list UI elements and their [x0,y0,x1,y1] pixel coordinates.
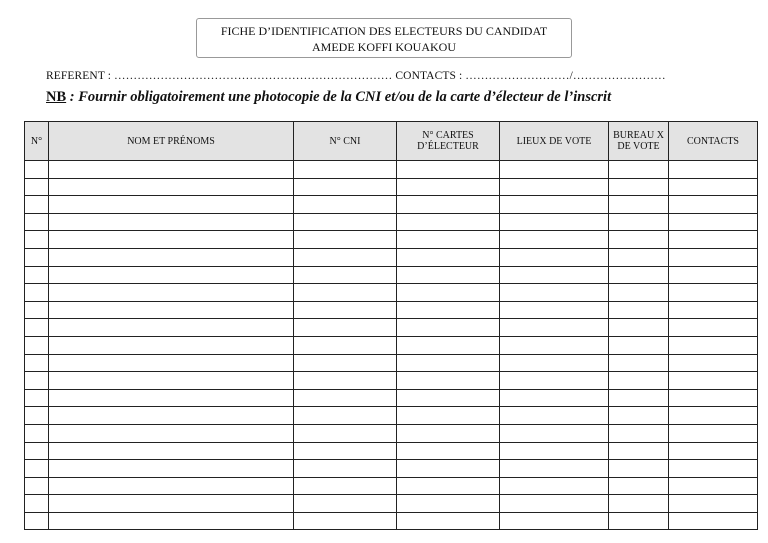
table-cell-col-number[interactable] [25,196,49,214]
table-cell-col-contacts[interactable] [669,477,758,495]
table-cell-col-polling-station[interactable] [609,477,669,495]
table-cell-col-name[interactable] [49,248,294,266]
table-cell-col-cni[interactable] [294,213,397,231]
table-cell-col-cni[interactable] [294,512,397,530]
header-col-name: NOM ET PRÉNOMS [49,122,294,161]
table-cell-col-cni[interactable] [294,178,397,196]
table-cell-col-polling-station[interactable] [609,231,669,249]
table-cell-col-name[interactable] [49,477,294,495]
table-cell-col-contacts[interactable] [669,372,758,390]
table-cell-col-number[interactable] [25,512,49,530]
contacts-fill-dots[interactable]: ………………………/…………………… [465,70,666,82]
table-cell-col-name[interactable] [49,231,294,249]
referent-fill-dots[interactable]: ……………………………………………………………… [114,70,393,82]
table-cell-col-number[interactable] [25,442,49,460]
table-cell-col-polling-station[interactable] [609,512,669,530]
table-cell-col-voter-card[interactable] [397,301,500,319]
table-cell-col-cni[interactable] [294,442,397,460]
table-cell-col-name[interactable] [49,424,294,442]
table-cell-col-number[interactable] [25,460,49,478]
table-cell-col-cni[interactable] [294,477,397,495]
table-row [25,354,758,372]
table-row [25,495,758,513]
table-cell-col-polling-place[interactable] [500,178,609,196]
table-cell-col-contacts[interactable] [669,424,758,442]
table-cell-col-name[interactable] [49,319,294,337]
table-cell-col-voter-card[interactable] [397,354,500,372]
table-cell-col-contacts[interactable] [669,161,758,179]
table-cell-col-polling-place[interactable] [500,442,609,460]
table-cell-col-cni[interactable] [294,407,397,425]
header-col-polling-place: LIEUX DE VOTE [500,122,609,161]
table-cell-col-polling-station[interactable] [609,161,669,179]
table-cell-col-voter-card[interactable] [397,213,500,231]
table-cell-col-polling-place[interactable] [500,213,609,231]
table-row [25,248,758,266]
table-row [25,389,758,407]
referent-label: REFERENT : [46,70,112,82]
table-cell-col-cni[interactable] [294,424,397,442]
table-row [25,231,758,249]
table-cell-col-number[interactable] [25,284,49,302]
table-cell-col-contacts[interactable] [669,442,758,460]
table-cell-col-polling-place[interactable] [500,336,609,354]
table-cell-col-polling-station[interactable] [609,266,669,284]
table-cell-col-name[interactable] [49,301,294,319]
table-cell-col-voter-card[interactable] [397,424,500,442]
table-cell-col-polling-station[interactable] [609,442,669,460]
table-cell-col-name[interactable] [49,372,294,390]
table-cell-col-cni[interactable] [294,248,397,266]
table-cell-col-polling-station[interactable] [609,196,669,214]
table-cell-col-polling-station[interactable] [609,389,669,407]
table-cell-col-name[interactable] [49,284,294,302]
table-cell-col-contacts[interactable] [669,301,758,319]
table-cell-col-voter-card[interactable] [397,495,500,513]
table-cell-col-number[interactable] [25,231,49,249]
table-cell-col-polling-station[interactable] [609,178,669,196]
table-cell-col-cni[interactable] [294,389,397,407]
table-row [25,372,758,390]
table-cell-col-name[interactable] [49,460,294,478]
table-cell-col-voter-card[interactable] [397,407,500,425]
table-cell-col-number[interactable] [25,161,49,179]
elector-table [24,121,758,530]
table-cell-col-voter-card[interactable] [397,442,500,460]
form-title-box [196,18,572,58]
table-cell-col-cni[interactable] [294,460,397,478]
table-cell-col-number[interactable] [25,178,49,196]
header-col-voter-card: N° CARTES D’ÉLECTEUR [397,122,500,161]
table-cell-col-voter-card[interactable] [397,231,500,249]
table-cell-col-voter-card[interactable] [397,161,500,179]
table-row [25,196,758,214]
table-row [25,442,758,460]
table-cell-col-contacts[interactable] [669,460,758,478]
table-cell-col-contacts[interactable] [669,354,758,372]
table-cell-col-cni[interactable] [294,319,397,337]
table-cell-col-number[interactable] [25,354,49,372]
table-cell-col-name[interactable] [49,354,294,372]
table-cell-col-polling-place[interactable] [500,301,609,319]
table-cell-col-number[interactable] [25,495,49,513]
table-cell-col-contacts[interactable] [669,231,758,249]
table-cell-col-contacts[interactable] [669,178,758,196]
table-cell-col-polling-place[interactable] [500,266,609,284]
table-cell-col-name[interactable] [49,495,294,513]
header-col-number: N° [25,122,49,161]
table-cell-col-cni[interactable] [294,284,397,302]
table-cell-col-name[interactable] [49,407,294,425]
table-cell-col-contacts[interactable] [669,389,758,407]
table-cell-col-polling-place[interactable] [500,512,609,530]
table-cell-col-polling-place[interactable] [500,389,609,407]
table-cell-col-voter-card[interactable] [397,284,500,302]
table-cell-col-voter-card[interactable] [397,336,500,354]
table-cell-col-number[interactable] [25,248,49,266]
table-cell-col-voter-card[interactable] [397,319,500,337]
table-cell-col-polling-station[interactable] [609,301,669,319]
table-cell-col-contacts[interactable] [669,319,758,337]
table-cell-col-number[interactable] [25,319,49,337]
table-cell-col-contacts[interactable] [669,248,758,266]
header-col-polling-station: BUREAU X DE VOTE [609,122,669,161]
referent-line [46,70,736,82]
table-cell-col-voter-card[interactable] [397,248,500,266]
table-cell-col-polling-place[interactable] [500,284,609,302]
contacts-label: CONTACTS : [395,70,463,82]
table-cell-col-polling-station[interactable] [609,248,669,266]
table-cell-col-name[interactable] [49,512,294,530]
table-cell-col-polling-station[interactable] [609,495,669,513]
table-cell-col-polling-place[interactable] [500,424,609,442]
table-cell-col-voter-card[interactable] [397,389,500,407]
table-cell-col-polling-place[interactable] [500,460,609,478]
table-cell-col-name[interactable] [49,161,294,179]
table-cell-col-cni[interactable] [294,301,397,319]
table-cell-col-voter-card[interactable] [397,477,500,495]
table-cell-col-cni[interactable] [294,161,397,179]
table-cell-col-contacts[interactable] [669,495,758,513]
table-row [25,319,758,337]
table-row [25,266,758,284]
table-row [25,477,758,495]
table-cell-col-number[interactable] [25,213,49,231]
table-cell-col-number[interactable] [25,372,49,390]
table-cell-col-polling-place[interactable] [500,372,609,390]
table-row [25,336,758,354]
table-cell-col-contacts[interactable] [669,196,758,214]
table-cell-col-polling-station[interactable] [609,460,669,478]
table-cell-col-cni[interactable] [294,266,397,284]
table-cell-col-contacts[interactable] [669,407,758,425]
table-row [25,407,758,425]
table-cell-col-polling-place[interactable] [500,407,609,425]
table-cell-col-cni[interactable] [294,196,397,214]
table-cell-col-polling-place[interactable] [500,319,609,337]
note-text: : Fournir obligatoirement une photocopie de la CNI et/ou de la carte d’électeur de l’inscrit [66,89,612,105]
table-cell-col-cni[interactable] [294,336,397,354]
table-cell-col-number[interactable] [25,266,49,284]
table-cell-col-number[interactable] [25,336,49,354]
table-cell-col-voter-card[interactable] [397,512,500,530]
table-cell-col-voter-card[interactable] [397,372,500,390]
table-cell-col-polling-place[interactable] [500,248,609,266]
table-row [25,284,758,302]
header-col-cni: N° CNI [294,122,397,161]
table-cell-col-polling-place[interactable] [500,495,609,513]
table-cell-col-number[interactable] [25,389,49,407]
table-cell-col-voter-card[interactable] [397,178,500,196]
table-cell-col-polling-place[interactable] [500,161,609,179]
table-cell-col-voter-card[interactable] [397,460,500,478]
header-col-contacts: CONTACTS [669,122,758,161]
form-title-line1: FICHE D’IDENTIFICATION DES ELECTEURS DU CANDIDAT [220,24,548,38]
table-cell-col-contacts[interactable] [669,512,758,530]
table-cell-col-cni[interactable] [294,495,397,513]
table-cell-col-polling-place[interactable] [500,231,609,249]
table-cell-col-number[interactable] [25,407,49,425]
table-header-row [25,122,758,161]
table-cell-col-polling-station[interactable] [609,354,669,372]
table-cell-col-contacts[interactable] [669,336,758,354]
note-line [46,89,746,106]
table-row [25,161,758,179]
table-cell-col-name[interactable] [49,196,294,214]
form-title-line2: AMEDE KOFFI KOUAKOU [312,40,456,54]
table-cell-col-name[interactable] [49,266,294,284]
table-cell-col-polling-place[interactable] [500,477,609,495]
table-cell-col-name[interactable] [49,389,294,407]
note-tag: NB [46,89,67,105]
table-cell-col-name[interactable] [49,213,294,231]
table-cell-col-polling-place[interactable] [500,196,609,214]
table-row [25,301,758,319]
table-cell-col-polling-place[interactable] [500,354,609,372]
table-cell-col-polling-station[interactable] [609,424,669,442]
table-cell-col-polling-station[interactable] [609,372,669,390]
table-cell-col-cni[interactable] [294,231,397,249]
table-row [25,460,758,478]
table-row [25,512,758,530]
table-body [25,161,758,530]
table-cell-col-name[interactable] [49,336,294,354]
table-cell-col-number[interactable] [25,301,49,319]
table-cell-col-voter-card[interactable] [397,266,500,284]
table-cell-col-number[interactable] [25,477,49,495]
table-row [25,424,758,442]
table-cell-col-cni[interactable] [294,372,397,390]
table-cell-col-polling-station[interactable] [609,319,669,337]
table-row [25,178,758,196]
table-cell-col-contacts[interactable] [669,213,758,231]
table-cell-col-number[interactable] [25,424,49,442]
table-cell-col-cni[interactable] [294,354,397,372]
table-cell-col-polling-station[interactable] [609,284,669,302]
table-cell-col-polling-station[interactable] [609,336,669,354]
table-cell-col-contacts[interactable] [669,284,758,302]
table-cell-col-polling-station[interactable] [609,213,669,231]
table-cell-col-name[interactable] [49,178,294,196]
table-row [25,213,758,231]
table-cell-col-voter-card[interactable] [397,196,500,214]
table-cell-col-name[interactable] [49,442,294,460]
table-cell-col-contacts[interactable] [669,266,758,284]
table-cell-col-polling-station[interactable] [609,407,669,425]
